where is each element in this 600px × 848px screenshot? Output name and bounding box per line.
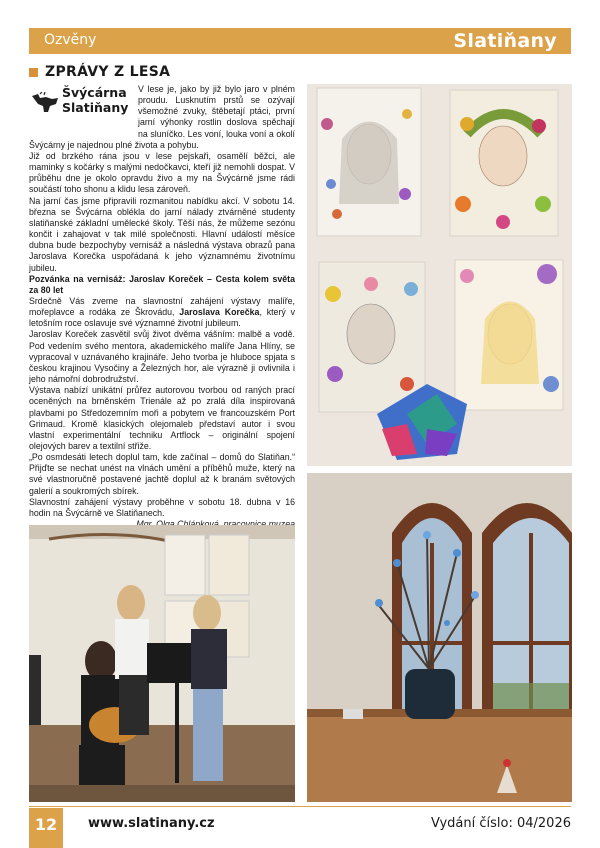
page-number: 12 (29, 808, 63, 848)
paragraph: V lese je, jako by již bylo jaro v plném proudu. Lusknutím prstů se ozývají všemožné zvuky, štěbetají ptáci, první jarní výhonky rostlin doslova spěchají na sluníčko. Les voní, louka voní a okolí Švýcárny je najednou plné života a pohybu. (29, 84, 295, 150)
paragraph: Na jarní čas jsme připravili rozmanitou nabídku akcí. V sobotu 14. března se Švýcárna oblékla do jarní nálady ztvárněné studenty slatiňanské základní umělecké školy. Těší nás, že můžeme sezónu končit i zahajovat v tak milé společnosti. Hlavní událostí měsíce dubna bude bezpochyby vernisáž a následná výstava obrazů pana Jaroslava Korečka uspořádaná k jeho významnému životnímu jubileu. (29, 195, 295, 273)
paragraph: „Po osmdesáti letech doplul tam, kde začínal – domů do Slatiňan.“ Přijďte se nechat unést na vlnách umění a příběhů muže, který na své vlastnoručně postavené jachtě doplul až k branám světových galerií a soukromých sbírek. (29, 452, 295, 496)
article-title (29, 64, 170, 80)
website-url: www.slatinany.cz (88, 816, 215, 831)
deer-logo-icon (30, 92, 60, 114)
logo-line1: Švýcárna (62, 85, 127, 100)
paragraph: Jaroslav Koreček zasvětil svůj život dvěma vášním: malbě a vodě. Pod vedením svého mentora, akademického malíře Jana Hlíny, se vypracoval v uznávaného krajináře. Jeho tvorba je hluboce spjata s českou krajinou Vysočiny a Železných hor, ale výrazně ji ovlivnila i jeho námořní dobrodružství. (29, 329, 295, 385)
paragraph: Slavnostní zahájení výstavy proběhne v sobotu 18. dubna v 16 hodin na Švýcárně ve Slatiňanech. (29, 496, 295, 518)
svycarna-logo (30, 85, 129, 128)
issue-number: Vydání číslo: 04/2026 (430, 816, 571, 831)
photo-arched-windows (307, 473, 572, 802)
photo-music-performance (29, 525, 295, 802)
section-name: Ozvěny (44, 32, 97, 48)
paragraph: Výstava nabízí unikátní průřez autorovou tvorbou od raných prací oceněných na brněnském Trienále až po zralá díla inspirovaná plavbami po Středozemním moři a pobytem ve francouzském Port Grimaud. Kromě klasických olejomaleb představí autor i svou vlastní experimentální techniku Artflock – originální spojení olejových barev a textilní střiže. (29, 385, 295, 451)
article-title-text: ZPRÁVY Z LESA (45, 64, 171, 80)
title-bullet-icon (29, 68, 38, 77)
artist-name: Jaroslava Korečka (179, 307, 260, 318)
paragraph: Již od brzkého rána jsou v lese pejskaři, osamělí běžci, ale maminky s kočárky s malými nedočkavci, kteří již nemohli dospat. V průběhu dne je okolo opravdu živo a my na Švýcárně jsme rádi součástí toho shonu a klidu lesa zároveň. (29, 150, 295, 195)
paragraph: Srdečně Vás zveme na slavnostní zahájení výstavy malíře, mořeplavce a rodáka ze Škrovádu, Jaroslava Korečka, který v letošním roce oslavuje své významné životní jubileum. (29, 295, 295, 329)
page-header (29, 28, 571, 54)
footer-divider (29, 806, 571, 807)
magazine-name: Slatiňany (453, 30, 557, 52)
article-body (29, 84, 295, 530)
invitation-heading: Pozvánka na vernisáž: Jaroslav Koreček – Cesta kolem světa za 80 let (29, 273, 295, 295)
logo-line2: Slatiňany (62, 100, 129, 115)
photo-student-drawings (307, 84, 572, 466)
